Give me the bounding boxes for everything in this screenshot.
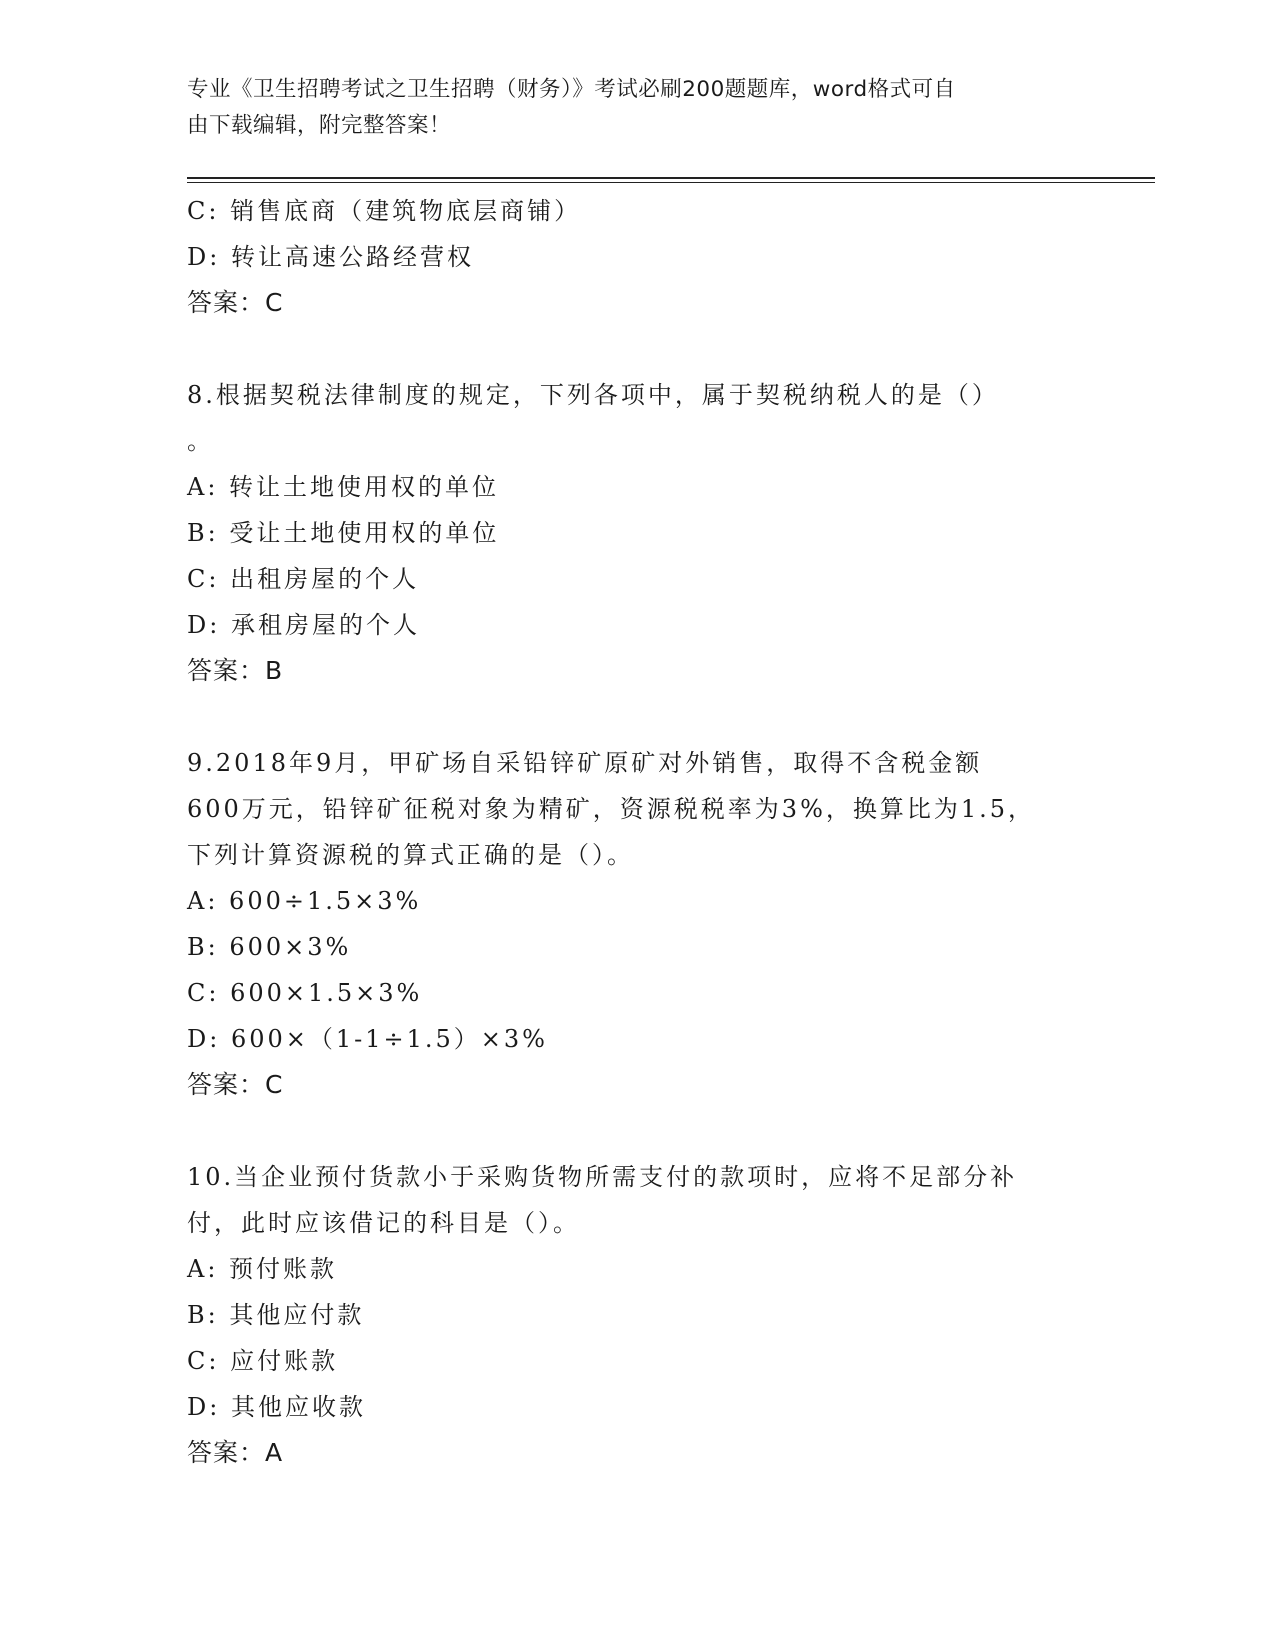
header-divider: [187, 177, 1155, 179]
answer-line: 答案：A: [187, 1438, 284, 1467]
header-line-1: 专业《卫生招聘考试之卫生招聘（财务）》考试必刷200题题库，word格式可自: [187, 77, 956, 102]
option-b: B: 受让土地使用权的单位: [187, 519, 500, 547]
answer-line: 答案：C: [187, 1070, 284, 1099]
option-d: D: 承租房屋的个人: [187, 611, 420, 639]
question-stem-line: 600万元，铅锌矿征税对象为精矿，资源税税率为3%，换算比为1.5，: [187, 795, 1036, 823]
option-a: A: 预付账款: [187, 1255, 338, 1283]
option-a: A: 转让土地使用权的单位: [187, 473, 500, 501]
option-c: C: 出租房屋的个人: [187, 565, 420, 593]
option-d: D: 600×（1-1÷1.5）×3%: [187, 1025, 548, 1053]
question-stem-line: 付，此时应该借记的科目是（）。: [187, 1209, 580, 1237]
question-stem-line: 下列计算资源税的算式正确的是（）。: [187, 841, 634, 869]
option-c: C: 应付账款: [187, 1347, 339, 1375]
option-a: A: 600÷1.5×3%: [187, 887, 422, 915]
answer-line: 答案：C: [187, 288, 284, 317]
option-b: B: 其他应付款: [187, 1301, 365, 1329]
document-header: [187, 72, 1067, 144]
question-list: [187, 188, 1087, 1476]
option-b: B: 600×3%: [187, 933, 352, 961]
question-10: [187, 1154, 1087, 1476]
option-c: C: 销售底商（建筑物底层商铺）: [187, 197, 582, 225]
question-stem-line: 9.2018年9月，甲矿场自采铅锌矿原矿对外销售，取得不含税金额: [187, 749, 983, 777]
question-9: [187, 740, 1087, 1108]
option-c: C: 600×1.5×3%: [187, 979, 423, 1007]
option-d: D: 其他应收款: [187, 1393, 366, 1421]
header-divider-thin: [187, 182, 1155, 183]
question-stem-line: 10.当企业预付货款小于采购货物所需支付的款项时，应将不足部分补: [187, 1163, 1018, 1191]
question-stem-line: 。: [187, 427, 214, 455]
question-8: [187, 372, 1087, 694]
answer-line: 答案：B: [187, 656, 284, 685]
header-line-2: 由下载编辑，附完整答案！: [187, 113, 452, 138]
prev-question-tail: [187, 188, 1087, 326]
question-stem-line: 8.根据契税法律制度的规定，下列各项中，属于契税纳税人的是（）: [187, 381, 999, 409]
option-d: D: 转让高速公路经营权: [187, 243, 474, 271]
